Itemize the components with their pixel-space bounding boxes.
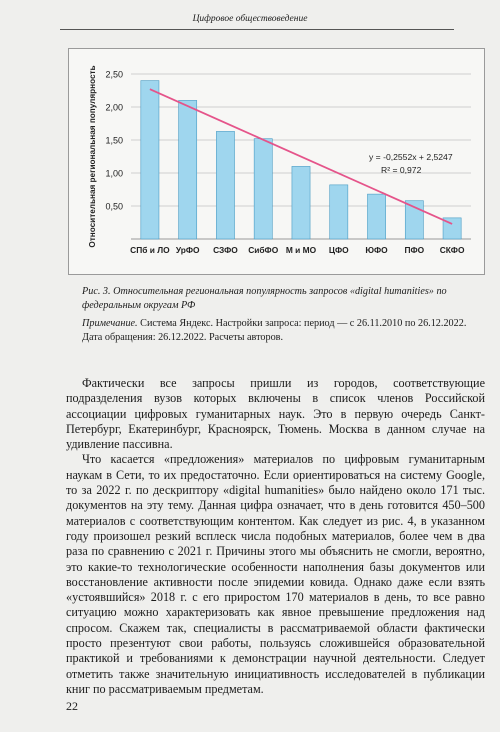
x-tick-label: СКФО <box>439 245 465 255</box>
running-header: Цифровое обществоведение <box>192 14 308 24</box>
body-text <box>66 376 485 697</box>
bar <box>179 100 197 239</box>
x-tick-label: ПФО <box>404 245 425 255</box>
bar <box>330 185 348 239</box>
bar <box>216 131 234 239</box>
caption-note <box>82 317 482 344</box>
caption-note-label: Примечание. <box>82 318 138 329</box>
x-tick-label: СибФО <box>248 245 279 255</box>
x-tick-label: СПб и ЛО <box>130 245 170 255</box>
page-number: 22 <box>66 699 78 713</box>
paragraph-1: Фактически все запросы пришли из городов, соответствующие подразделения вузов которых включены в список членов Российской ассоциации цифровых гуманитарных наук. Это в первую очередь Санкт-Петербург, Екатеринбург, Красноярск, Тюмень. Москва в данном случае на удивление пассивна. <box>66 376 485 452</box>
x-tick-label: ЦФО <box>328 245 349 255</box>
x-tick-label: СЗФО <box>213 245 238 255</box>
header-divider <box>60 29 454 30</box>
y-tick-label: 2,50 <box>105 69 123 80</box>
y-tick-label: 2,00 <box>105 102 123 113</box>
trendline-r2: R² = 0,972 <box>381 165 422 175</box>
y-axis-label: Относительная региональная популярность <box>88 65 97 248</box>
figure-caption <box>82 285 482 344</box>
trendline-equation: y = -0,2552x + 2,5247 <box>369 152 453 162</box>
bar <box>292 166 310 239</box>
caption-title: Рис. 3. Относительная региональная популярность запросов «digital humanities» по федеральным округам РФ <box>82 286 447 311</box>
bar <box>367 194 385 239</box>
caption-note-text: Система Яндекс. Настройки запроса: период — с 26.11.2010 по 26.12.2022. Дата обращения: 26.12.2022. Расчеты авторов. <box>82 318 467 343</box>
x-tick-label: УрФО <box>175 245 200 255</box>
x-tick-label: ЮФО <box>365 245 388 255</box>
y-tick-label: 1,00 <box>105 168 123 179</box>
y-tick-label: 0,50 <box>105 201 123 212</box>
x-tick-label: М и МО <box>285 245 317 255</box>
bar <box>141 81 159 239</box>
paragraph-2: Что касается «предложения» материалов по цифровым гуманитарным наукам в Сети, то их предостаточно. Если ориентироваться на систему Google, то за 2022 г. по дескриптору «digital humanities» было найдено около 171 тыс. документов на эту тему. Данная цифра означает, что в день готовится 450–500 материалов с соответствующим контентом. Как следует из рис. 4, в указанном году произошел резкий всплеск числа подобных материалов, более чем в два раза по сравнению с 2021 г. Причины этого мы объяснить не смогли, вероятно, это какие-то технологические особенности наполнения базы документов или восстановление активности после эпидемии ковида. Однако даже если взять «устоявшийся» 2018 г. с его приростом 170 материалов в день, то все равно ситуацию можно характеризовать как явное превышение предложения над спросом. Скажем так, специалисты в рассматриваемой области фактически просто презентуют свои работы, пользуясь сложившейся образовательной практикой и требованиями к демонстрации научной деятельности. Следует отметить также значительную инициативность исследователей в публикации книг по рассматриваемым предметам. <box>66 452 485 696</box>
bar <box>254 139 272 239</box>
figure-chart <box>68 48 485 275</box>
bar-chart <box>69 49 484 274</box>
y-tick-label: 1,50 <box>105 135 123 146</box>
